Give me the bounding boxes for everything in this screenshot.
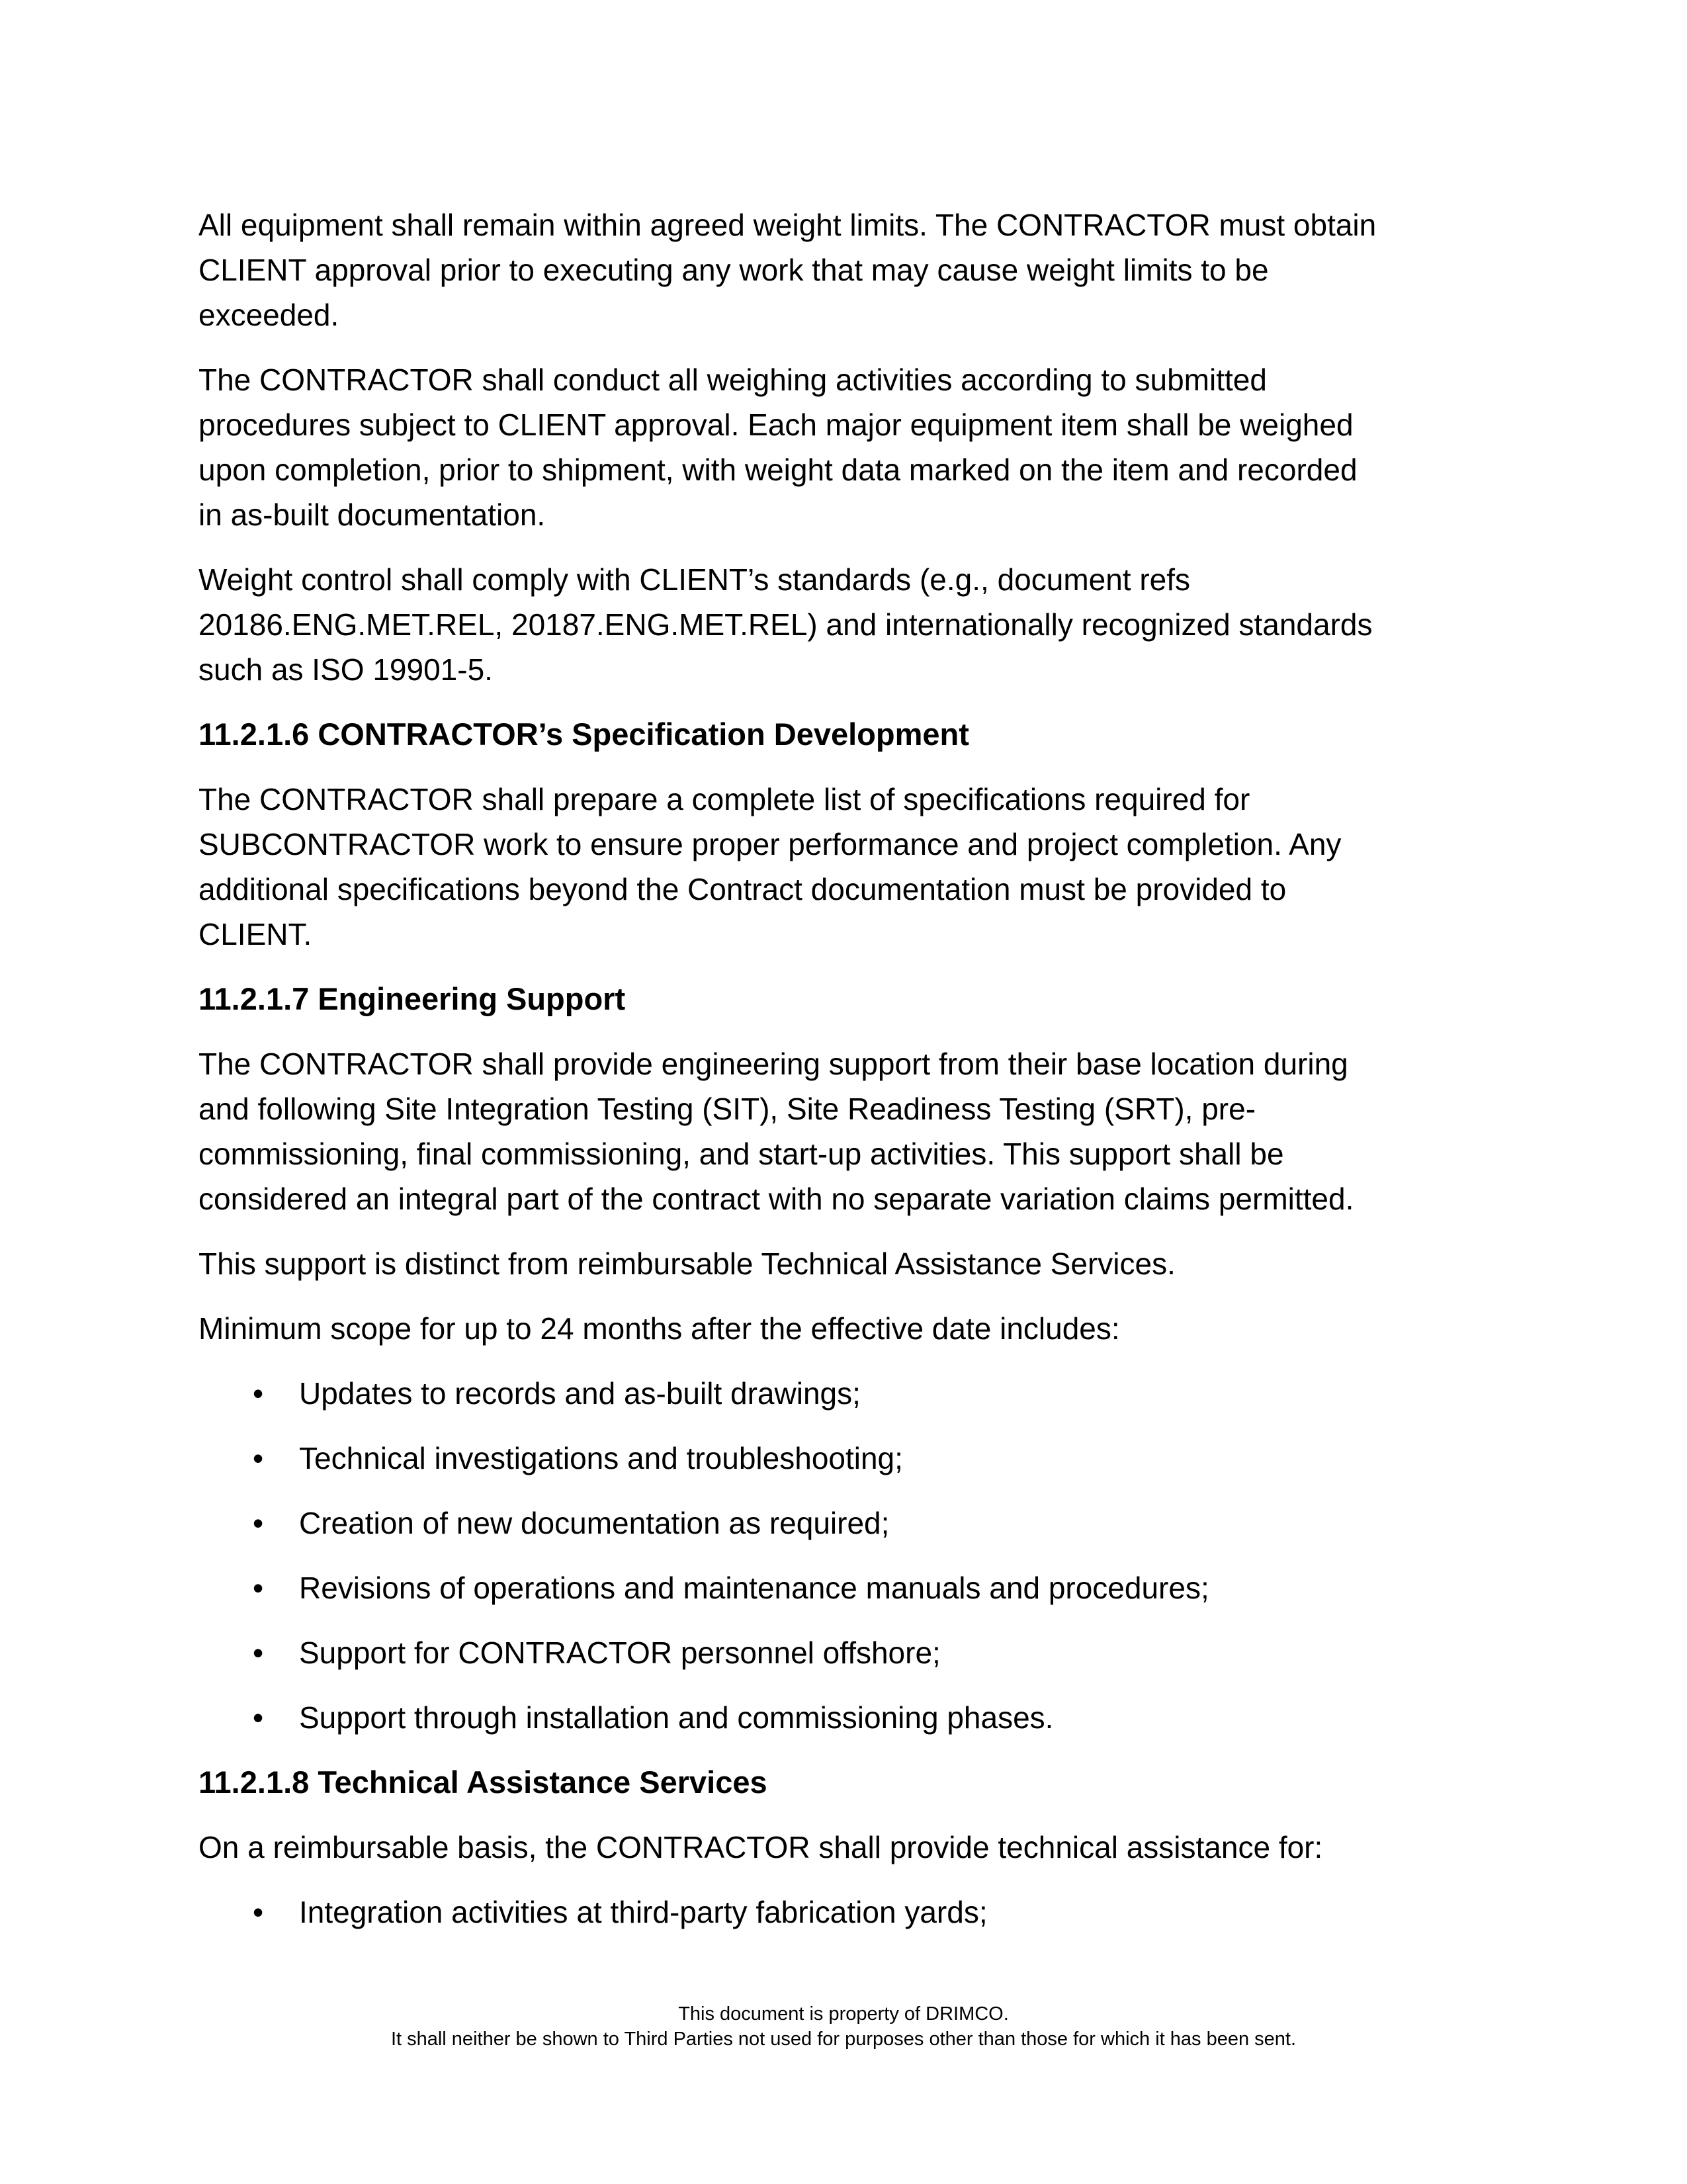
text-line: 20186.ENG.MET.REL, 20187.ENG.MET.REL) and internationally recognized standards: [198, 607, 1373, 642]
document-body: [198, 202, 1505, 1954]
section-heading: [198, 977, 1505, 1022]
bullet-icon: •: [253, 1700, 264, 1735]
bullet-icon: •: [253, 1506, 264, 1540]
bullet-item: [198, 1565, 1505, 1610]
bullet-item: [198, 1371, 1505, 1416]
text-line: CLIENT.: [198, 917, 312, 951]
text-line: procedures subject to CLIENT approval. Each major equipment item shall be weighed: [198, 408, 1354, 442]
bullet-item: [198, 1436, 1505, 1481]
text-line: The CONTRACTOR shall prepare a complete list of specifications required for: [198, 782, 1250, 816]
text-line: considered an integral part of the contract with no separate variation claims permitted.: [198, 1182, 1354, 1216]
footer-confidentiality-line: It shall neither be shown to Third Parties not used for purposes other than those for which it has been sent.: [390, 2029, 1297, 2050]
page-footer: [0, 2001, 1687, 2052]
footer-ownership-line: This document is property of DRIMCO.: [678, 2003, 1009, 2025]
text-line: 11.2.1.7 Engineering Support: [198, 981, 626, 1016]
text-line: All equipment shall remain within agreed weight limits. The CONTRACTOR must obtain: [198, 208, 1377, 242]
text-line: This support is distinct from reimbursable Technical Assistance Services.: [198, 1246, 1176, 1281]
text-line: 11.2.1.8 Technical Assistance Services: [198, 1765, 767, 1800]
text-line: upon completion, prior to shipment, with weight data marked on the item and recorded: [198, 453, 1358, 487]
bullet-item: [198, 1501, 1505, 1546]
bullet-item: [198, 1630, 1505, 1675]
text-line: CLIENT approval prior to executing any work that may cause weight limits to be: [198, 253, 1269, 287]
text-line: and following Site Integration Testing (SIT), Site Readiness Testing (SRT), pre-: [198, 1092, 1256, 1126]
bullet-text-line: Support for CONTRACTOR personnel offshore;: [299, 1636, 941, 1670]
paragraph: [198, 202, 1505, 337]
text-line: commissioning, final commissioning, and start-up activities. This support shall be: [198, 1137, 1284, 1171]
text-line: 11.2.1.6 CONTRACTOR’s Specification Development: [198, 717, 969, 752]
paragraph: [198, 357, 1505, 537]
bullet-item: [198, 1890, 1505, 1935]
paragraph: [198, 1041, 1505, 1221]
paragraph: [198, 1825, 1505, 1870]
section-heading: [198, 712, 1505, 757]
bullet-text-line: Revisions of operations and maintenance manuals and procedures;: [299, 1571, 1209, 1605]
bullet-text-line: Integration activities at third-party fabrication yards;: [299, 1895, 988, 1929]
bullet-icon: •: [253, 1376, 264, 1411]
text-line: Weight control shall comply with CLIENT’s standards (e.g., document refs: [198, 562, 1191, 597]
bullet-icon: •: [253, 1895, 264, 1929]
text-line: The CONTRACTOR shall provide engineering support from their base location during: [198, 1047, 1348, 1081]
bullet-icon: •: [253, 1571, 264, 1605]
bullet-icon: •: [253, 1636, 264, 1670]
bullet-text-line: Updates to records and as-built drawings;: [299, 1376, 861, 1411]
text-line: in as-built documentation.: [198, 498, 546, 532]
bullet-icon: •: [253, 1441, 264, 1475]
bullet-text-line: Creation of new documentation as required;: [299, 1506, 890, 1540]
text-line: such as ISO 19901-5.: [198, 652, 493, 687]
text-line: SUBCONTRACTOR work to ensure proper performance and project completion. Any: [198, 827, 1342, 861]
section-heading: [198, 1760, 1505, 1805]
text-line: additional specifications beyond the Contract documentation must be provided to: [198, 872, 1287, 906]
text-line: On a reimbursable basis, the CONTRACTOR shall provide technical assistance for:: [198, 1830, 1323, 1864]
paragraph: [198, 777, 1505, 957]
text-line: exceeded.: [198, 298, 339, 332]
paragraph: [198, 1241, 1505, 1286]
bullet-text-line: Technical investigations and troubleshooting;: [299, 1441, 903, 1475]
paragraph: [198, 557, 1505, 692]
bullet-item: [198, 1695, 1505, 1740]
text-line: The CONTRACTOR shall conduct all weighing activities according to submitted: [198, 363, 1267, 397]
text-line: Minimum scope for up to 24 months after the effective date includes:: [198, 1311, 1120, 1346]
paragraph: [198, 1306, 1505, 1351]
bullet-text-line: Support through installation and commissioning phases.: [299, 1700, 1054, 1735]
